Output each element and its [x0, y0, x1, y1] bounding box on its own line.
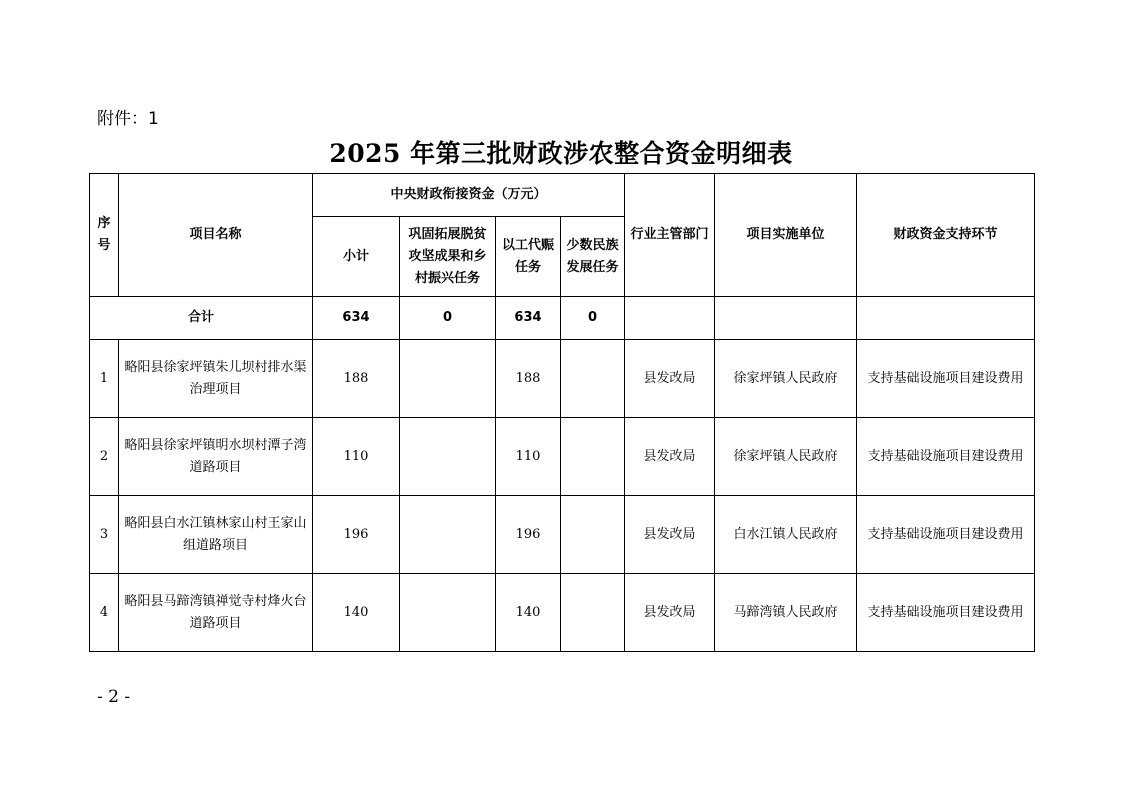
header-subtotal: 小计 — [313, 217, 400, 297]
total-work-relief: 634 — [496, 297, 561, 340]
total-label: 合计 — [90, 297, 313, 340]
row-support: 支持基础设施项目建设费用 — [857, 496, 1035, 574]
attachment-label: 附件：1 — [97, 109, 159, 129]
total-row — [90, 297, 1035, 340]
row-project-name: 略阳县马蹄湾镇禅觉寺村烽火台道路项目 — [119, 574, 313, 652]
header-minority: 少数民族发展任务 — [561, 217, 625, 297]
row-support: 支持基础设施项目建设费用 — [857, 418, 1035, 496]
row-consolidate — [400, 340, 496, 418]
header-central-funds: 中央财政衔接资金（万元） — [313, 174, 625, 217]
table-row — [90, 340, 1035, 418]
row-unit: 徐家坪镇人民政府 — [715, 340, 857, 418]
row-seq: 3 — [90, 496, 119, 574]
header-support: 财政资金支持环节 — [857, 174, 1035, 297]
header-dept: 行业主管部门 — [625, 174, 715, 297]
header-work-relief: 以工代赈任务 — [496, 217, 561, 297]
total-minority: 0 — [561, 297, 625, 340]
row-seq: 1 — [90, 340, 119, 418]
row-subtotal: 110 — [313, 418, 400, 496]
row-minority — [561, 340, 625, 418]
row-unit: 白水江镇人民政府 — [715, 496, 857, 574]
row-unit: 徐家坪镇人民政府 — [715, 418, 857, 496]
row-support: 支持基础设施项目建设费用 — [857, 574, 1035, 652]
funds-detail-table — [89, 173, 1035, 652]
row-subtotal: 196 — [313, 496, 400, 574]
total-unit — [715, 297, 857, 340]
row-work-relief: 110 — [496, 418, 561, 496]
row-minority — [561, 496, 625, 574]
total-consolidate: 0 — [400, 297, 496, 340]
page-number: - 2 - — [97, 687, 131, 707]
total-dept — [625, 297, 715, 340]
row-support: 支持基础设施项目建设费用 — [857, 340, 1035, 418]
table-row — [90, 496, 1035, 574]
row-subtotal: 188 — [313, 340, 400, 418]
row-work-relief: 196 — [496, 496, 561, 574]
header-unit: 项目实施单位 — [715, 174, 857, 297]
table-row — [90, 574, 1035, 652]
header-project-name: 项目名称 — [119, 174, 313, 297]
row-work-relief: 188 — [496, 340, 561, 418]
row-work-relief: 140 — [496, 574, 561, 652]
row-dept: 县发改局 — [625, 496, 715, 574]
row-project-name: 略阳县徐家坪镇朱儿坝村排水渠治理项目 — [119, 340, 313, 418]
row-subtotal: 140 — [313, 574, 400, 652]
row-minority — [561, 418, 625, 496]
row-seq: 4 — [90, 574, 119, 652]
row-minority — [561, 574, 625, 652]
header-consolidate: 巩固拓展脱贫攻坚成果和乡村振兴任务 — [400, 217, 496, 297]
header-seq: 序号 — [90, 174, 119, 297]
page-title: 2025 年第三批财政涉农整合资金明细表 — [329, 139, 793, 168]
row-dept: 县发改局 — [625, 340, 715, 418]
row-dept: 县发改局 — [625, 418, 715, 496]
row-consolidate — [400, 574, 496, 652]
total-support — [857, 297, 1035, 340]
table-row — [90, 418, 1035, 496]
total-subtotal: 634 — [313, 297, 400, 340]
row-project-name: 略阳县徐家坪镇明水坝村潭子湾道路项目 — [119, 418, 313, 496]
row-consolidate — [400, 496, 496, 574]
row-dept: 县发改局 — [625, 574, 715, 652]
row-consolidate — [400, 418, 496, 496]
row-seq: 2 — [90, 418, 119, 496]
row-project-name: 略阳县白水江镇林家山村王家山组道路项目 — [119, 496, 313, 574]
row-unit: 马蹄湾镇人民政府 — [715, 574, 857, 652]
